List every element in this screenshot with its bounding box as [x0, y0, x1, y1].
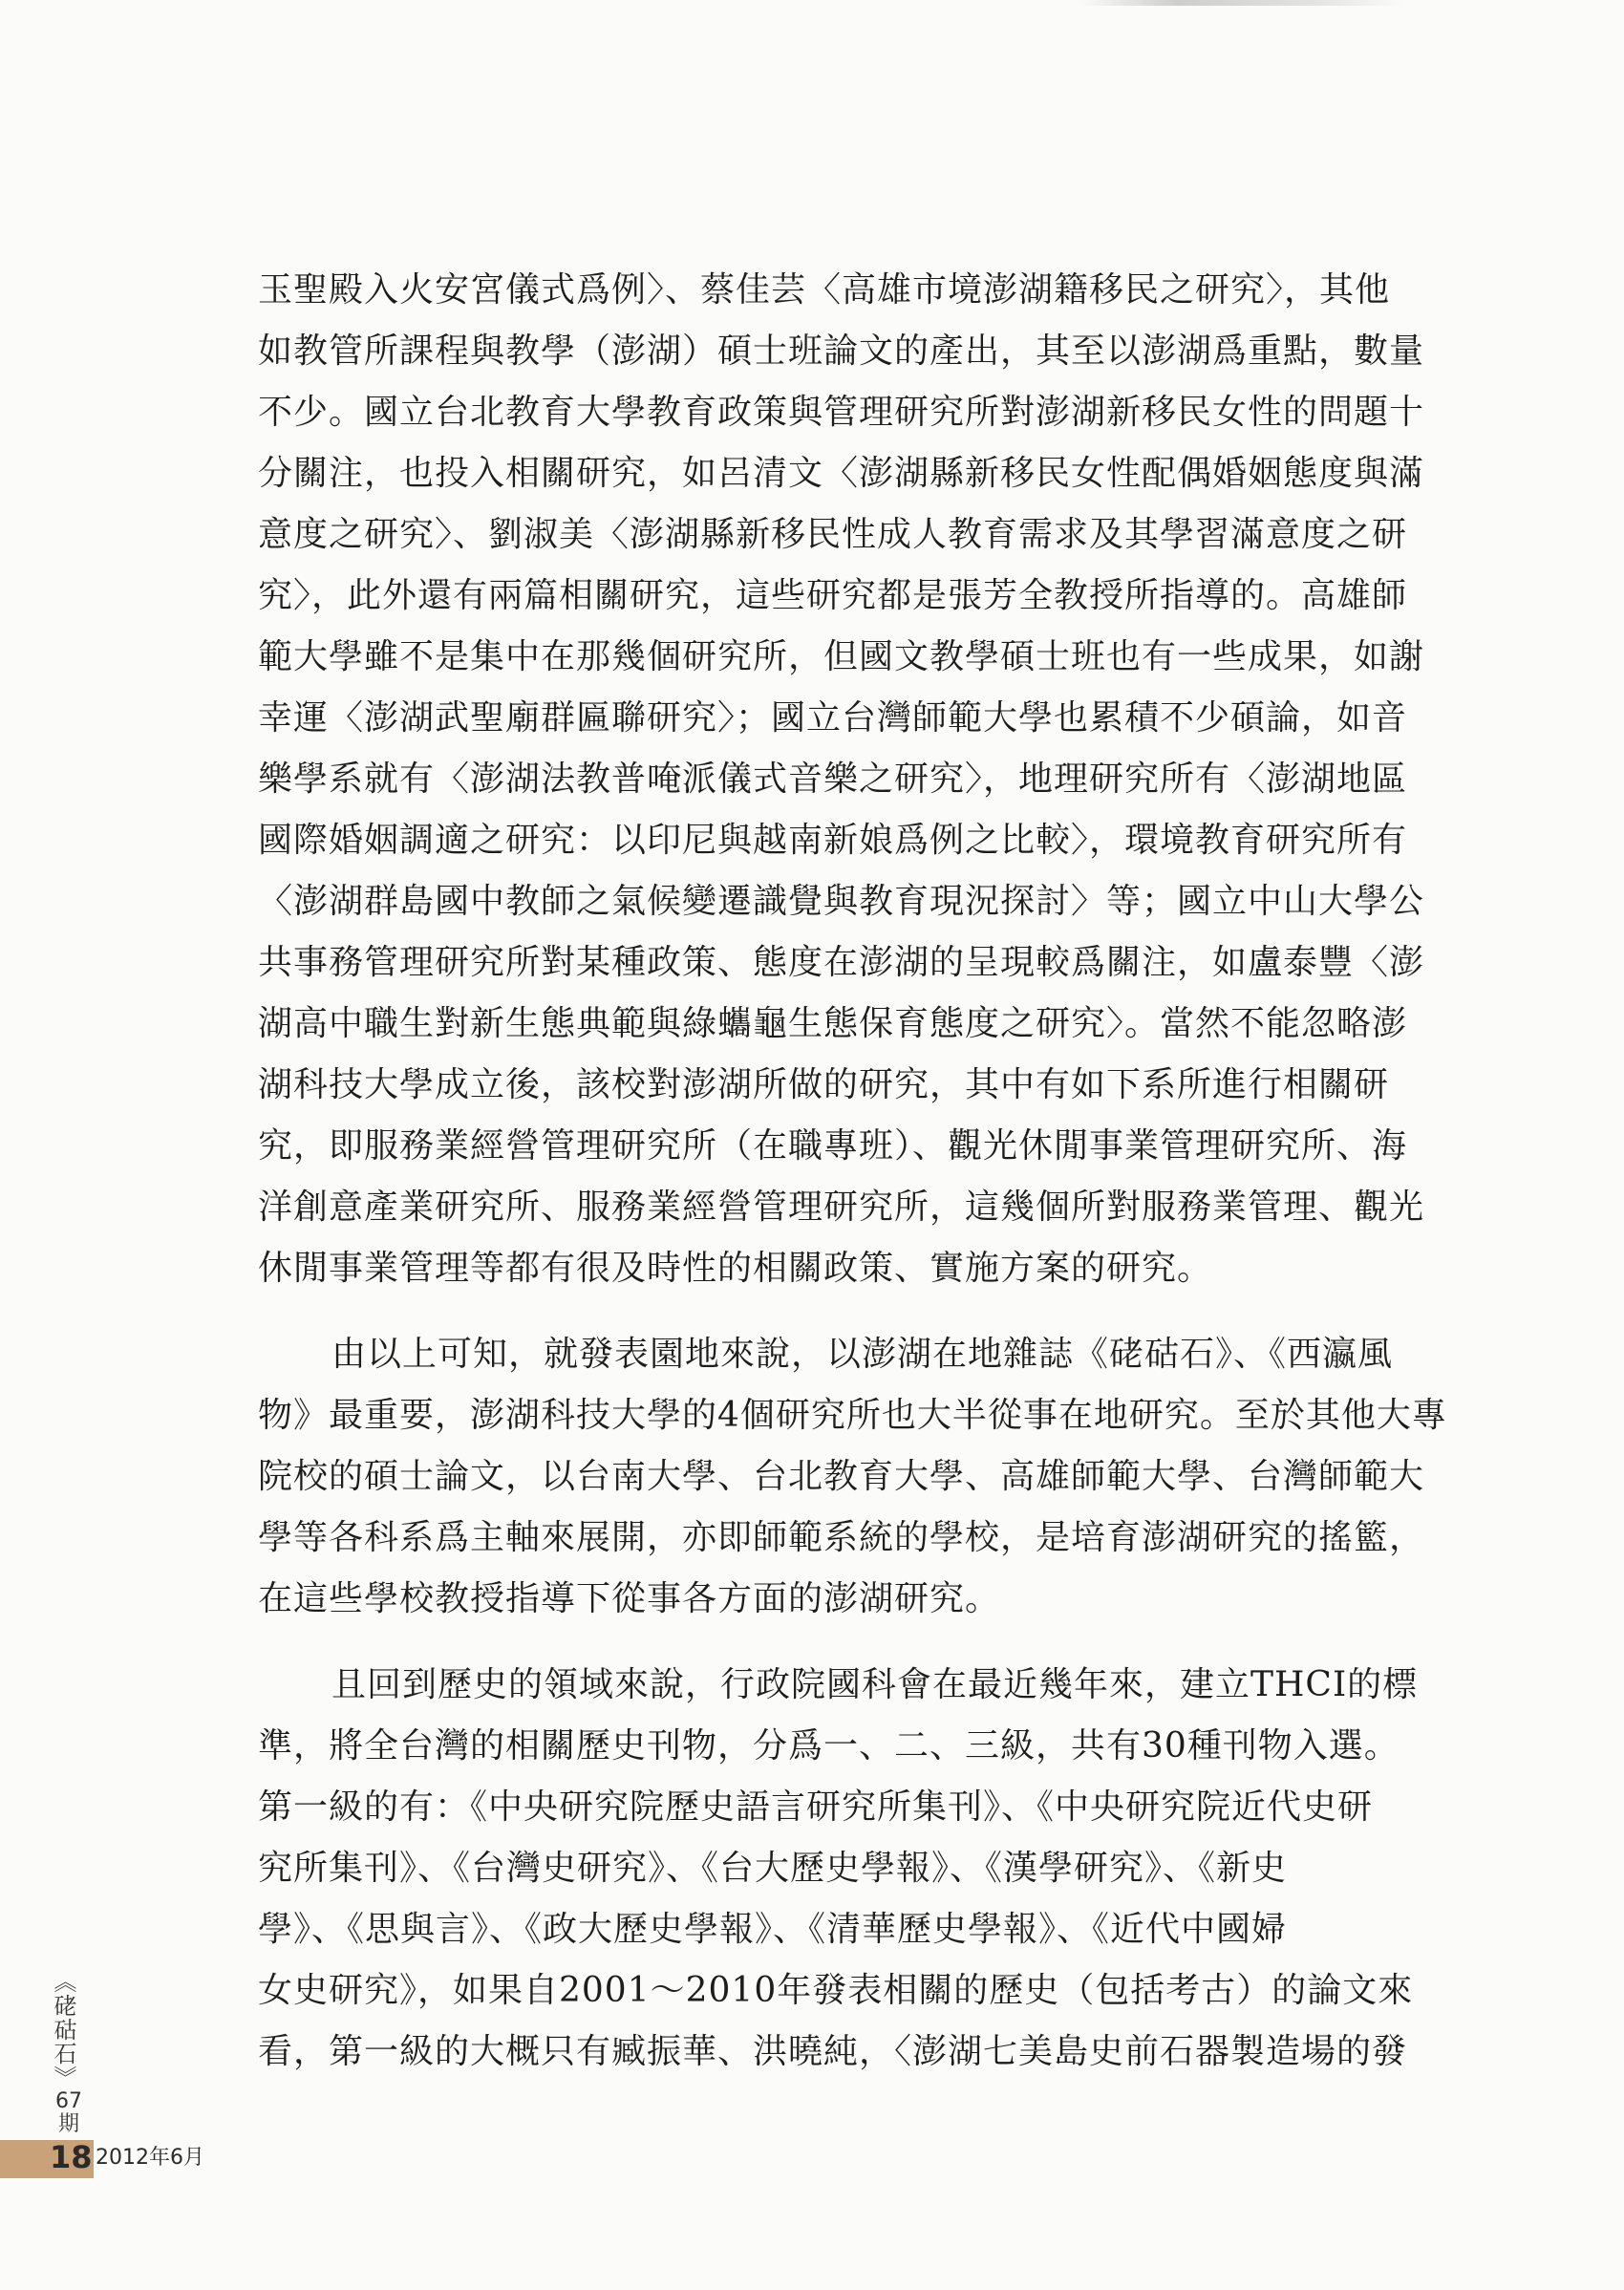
text-line: 意度之研究〉、劉淑美〈澎湖縣新移民性成人教育需求及其學習滿意度之研 [258, 515, 1408, 554]
issue-number: 67 [55, 2089, 82, 2113]
paragraph-first-line: 且回到歷史的領域來說，行政院國科會在最近幾年來，建立THCI的標 [331, 1665, 1419, 1704]
text-line: 〈澎湖群島國中教師之氣候變遷識覺與教育現況探討〉等；國立中山大學公 [258, 882, 1425, 921]
text-line: 第一級的有：《中央研究院歷史語言研究所集刊》、《中央研究院近代史研 [258, 1787, 1374, 1827]
text-line: 不少。國立台北教育大學教育政策與管理研究所對澎湖新移民女性的問題十 [258, 393, 1425, 432]
text-line: 究〉，此外還有兩篇相關研究，這些研究都是張芳全教授所指導的。高雄師 [258, 576, 1408, 615]
journal-title: 《硓𥑮石》 [50, 1970, 76, 2089]
text-line: 範大學雖不是集中在那幾個研究所，但國文教學碩士班也有一些成果，如謝 [258, 637, 1425, 676]
text-line: 準，將全台灣的相關歷史刊物，分爲一、二、三級，共有30種刊物入選。 [258, 1726, 1400, 1766]
text-line: 學》、《思與言》、《政大歷史學報》、《清華歷史學報》、《近代中國婦 [258, 1910, 1288, 1949]
text-line: 究，即服務業經營管理研究所（在職專班）、觀光休閒事業管理研究所、海 [258, 1126, 1408, 1166]
issue-suffix: 期 [57, 2112, 79, 2136]
text-line: 樂學系就有〈澎湖法教普唵派儀式音樂之研究〉，地理研究所有〈澎湖地區 [258, 760, 1408, 799]
text-line: 學等各科系爲主軸來展開，亦即師範系統的學校，是培育澎湖研究的搖籃， [258, 1518, 1425, 1557]
issue-date: 2012年6月 [96, 2146, 204, 2170]
text-line: 在這些學校教授指導下從事各方面的澎湖研究。 [258, 1579, 1001, 1618]
text-line: 國際婚姻調適之研究：以印尼與越南新娘爲例之比較〉，環境教育研究所有 [258, 821, 1408, 860]
text-line: 如教管所課程與教學（澎湖）碩士班論文的產出，其至以澎湖爲重點，數量 [258, 332, 1425, 371]
text-line: 院校的碩士論文，以台南大學、台北教育大學、高雄師範大學、台灣師範大 [258, 1457, 1425, 1496]
text-line: 湖高中職生對新生態典範與綠蠵龜生態保育態度之研究〉。當然不能忽略澎 [258, 1004, 1408, 1043]
text-line: 休閒事業管理等都有很及時性的相關政策、實施方案的研究。 [258, 1249, 1213, 1288]
text-line: 幸運〈澎湖武聖廟群匾聯研究〉；國立台灣師範大學也累積不少碩論，如音 [258, 698, 1408, 738]
text-line: 分關注，也投入相關研究，如呂清文〈澎湖縣新移民女性配偶婚姻態度與滿 [258, 454, 1425, 493]
text-line: 女史研究》，如果自2001～2010年發表相關的歷史（包括考古）的論文來 [258, 1971, 1414, 2010]
article-body [258, 260, 1457, 2083]
issue-label [52, 2090, 86, 2136]
text-line: 玉聖殿入火安宮儀式爲例〉、蔡佳芸〈高雄市境澎湖籍移民之研究〉，其他 [258, 270, 1391, 310]
text-line: 洋創意產業研究所、服務業經營管理研究所，這幾個所對服務業管理、觀光 [258, 1188, 1425, 1227]
text-line: 看，第一級的大概只有臧振華、洪曉純，〈澎湖七美島史前石器製造場的發 [258, 2032, 1408, 2071]
text-line: 物》最重要，澎湖科技大學的4個研究所也大半從事在地研究。至於其他大專 [258, 1396, 1447, 1435]
text-line: 究所集刊》、《台灣史研究》、《台大歷史學報》、《漢學研究》、《新史 [258, 1849, 1288, 1888]
paragraph-first-line: 由以上可知，就發表園地來說，以澎湖在地雜誌《硓𥑮石》、《西瀛風 [331, 1335, 1394, 1374]
scan-mark [1079, 0, 1404, 6]
page-number: 18 [50, 2139, 93, 2175]
text-line: 湖科技大學成立後，該校對澎湖所做的研究，其中有如下系所進行相關研 [258, 1065, 1390, 1104]
text-line: 共事務管理研究所對某種政策、態度在澎湖的呈現較爲關注，如盧泰豐〈澎 [258, 943, 1425, 982]
